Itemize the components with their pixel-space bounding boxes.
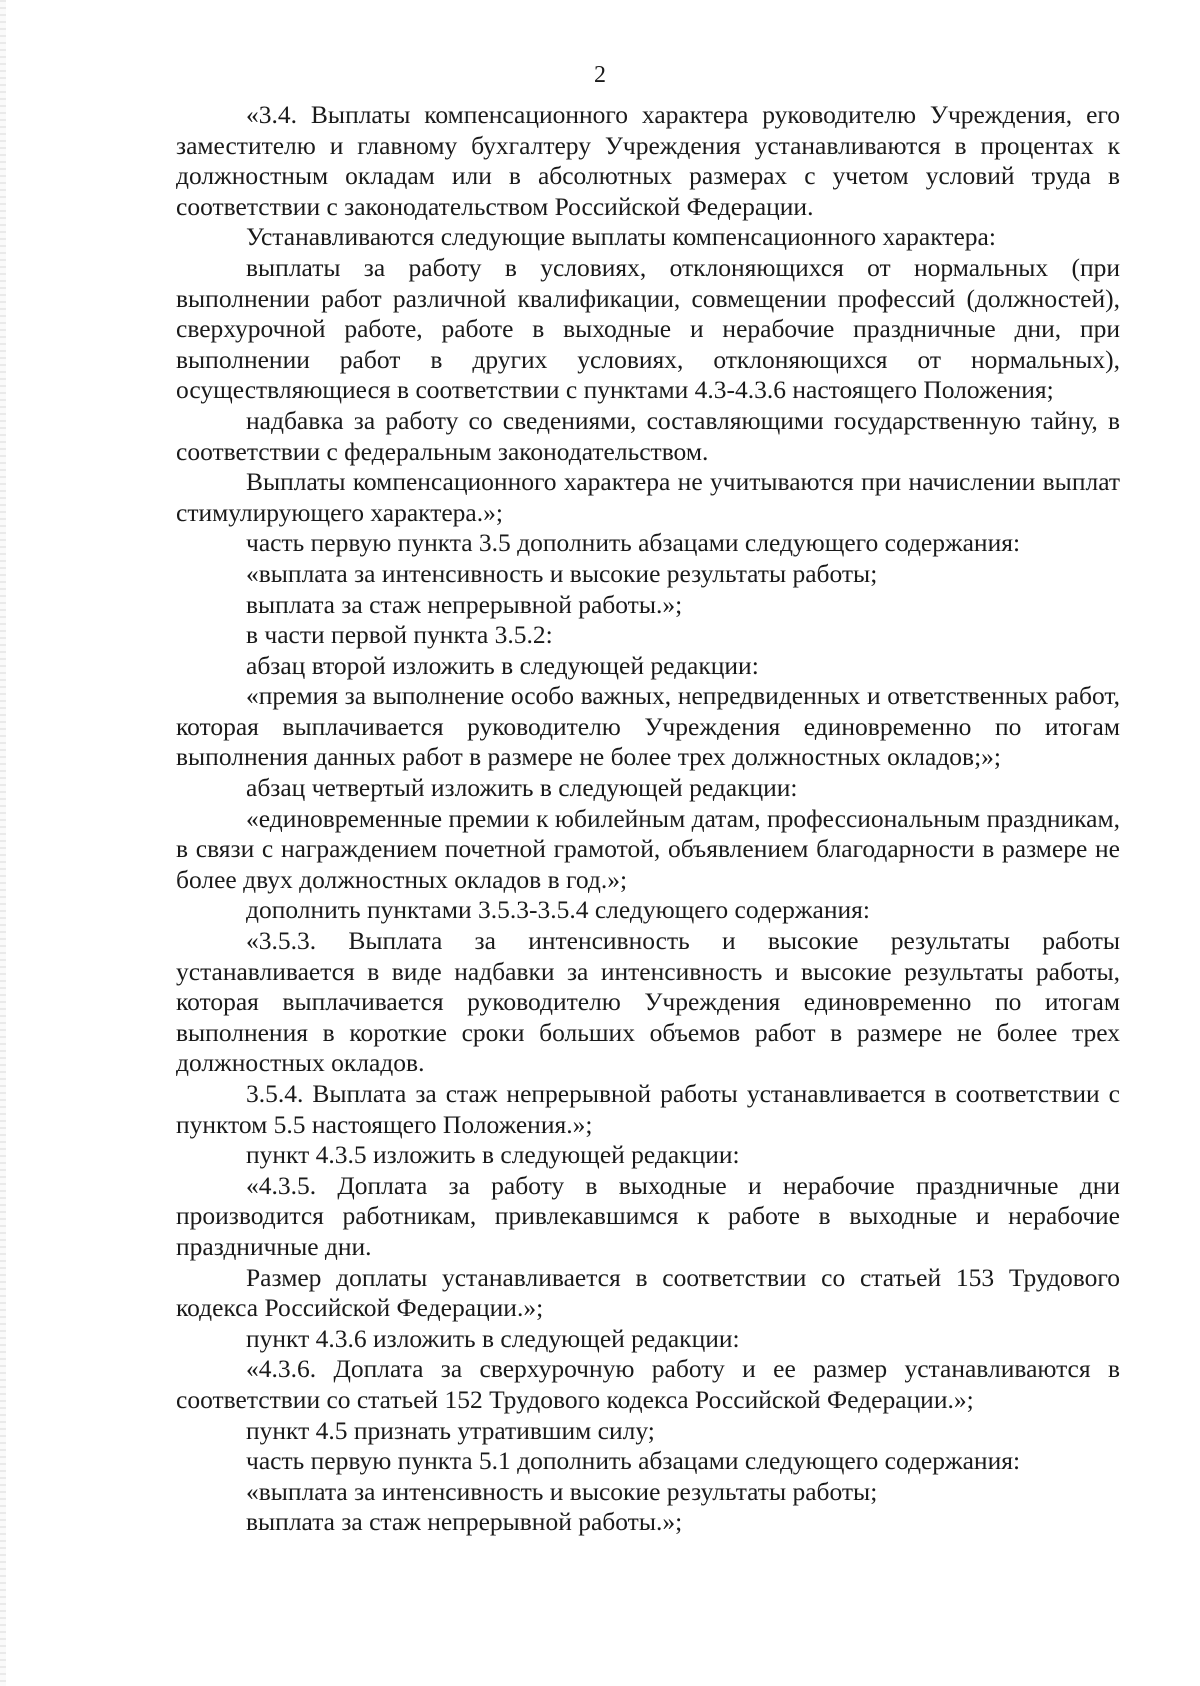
paragraph: выплата за стаж непрерывной работы.»; (246, 1507, 683, 1537)
paragraph: Выплаты компенсационного характера не учитываются при начислении выплат стимулирующего характера.»; (176, 467, 1120, 527)
paragraph: «4.3.6. Доплата за сверхурочную работу и ее размер устанавливаются в соответствии со статьей 152 Трудового кодекса Российской Федерации.»; (176, 1354, 1120, 1414)
paragraph: выплаты за работу в условиях, отклоняющихся от нормальных (при выполнении работ различной квалификации, совмещении профессий (должностей), сверхурочной работе, работе в выходные и нерабочие праздничные дни, при выполнении работ в других условиях, отклоняющихся от нормальных), осуществляющиеся в соответствии с пунктами 4.3-4.3.6 настоящего Положения; (176, 252, 1120, 405)
paragraph: дополнить пунктами 3.5.3-3.5.4 следующего содержания: (246, 895, 870, 925)
document-body (176, 100, 1120, 1538)
paragraph: «единовременные премии к юбилейным датам, профессиональным праздникам, в связи с награждением почетной грамотой, объявлением благодарности в размере не более двух должностных окладов в год.»; (176, 803, 1120, 894)
paragraph: пункт 4.5 признать утратившим силу; (246, 1415, 655, 1445)
paragraph: часть первую пункта 3.5 дополнить абзацами следующего содержания: (246, 528, 1021, 558)
paragraph: выплата за стаж непрерывной работы.»; (246, 589, 683, 619)
paragraph: Устанавливаются следующие выплаты компенсационного характера: (246, 222, 996, 252)
paragraph: «3.4. Выплаты компенсационного характера руководителю Учреждения, его заместителю и главному бухгалтеру Учреждения устанавливаются в процентах к должностным окладам или в абсолютных размерах с учетом условий труда в соответствии с законодательством Российской Федерации. (176, 100, 1120, 221)
paragraph: абзац второй изложить в следующей редакции: (246, 650, 759, 680)
paragraph: «4.3.5. Доплата за работу в выходные и нерабочие праздничные дни производится работникам, привлекавшимся к работе в выходные и нерабочие праздничные дни. (176, 1170, 1120, 1261)
paragraph: абзац четвертый изложить в следующей редакции: (246, 773, 798, 803)
paragraph: 3.5.4. Выплата за стаж непрерывной работы устанавливается в соответствии с пунктом 5.5 настоящего Положения.»; (176, 1079, 1120, 1139)
paragraph: «премия за выполнение особо важных, непредвиденных и ответственных работ, которая выплачивается руководителю Учреждения единовременно по итогам выполнения данных работ в размере не более трех должностных окладов;»; (176, 681, 1120, 772)
paragraph: пункт 4.3.6 изложить в следующей редакции: (246, 1323, 740, 1353)
scan-edge-artifact (0, 0, 6, 1686)
paragraph: «выплата за интенсивность и высокие результаты работы; (246, 1476, 878, 1506)
paragraph: надбавка за работу со сведениями, составляющими государственную тайну, в соответствии с федеральным законодательством. (176, 405, 1120, 466)
paragraph: «3.5.3. Выплата за интенсивность и высокие результаты работы устанавливается в виде надбавки за интенсивность и высокие результаты работы, которая выплачивается руководителю Учреждения единовременно по итогам выполнения в короткие сроки больших объемов работ в размере не более трех должностных окладов. (176, 926, 1120, 1078)
paragraph: Размер доплаты устанавливается в соответствии со статьей 153 Трудового кодекса Российской Федерации.»; (176, 1262, 1120, 1323)
paragraph: часть первую пункта 5.1 дополнить абзацами следующего содержания: (246, 1446, 1021, 1476)
paragraph: пункт 4.3.5 изложить в следующей редакции: (246, 1140, 740, 1170)
paragraph: «выплата за интенсивность и высокие результаты работы; (246, 558, 878, 588)
page-number: 2 (594, 62, 606, 88)
paragraph: в части первой пункта 3.5.2: (246, 620, 553, 650)
